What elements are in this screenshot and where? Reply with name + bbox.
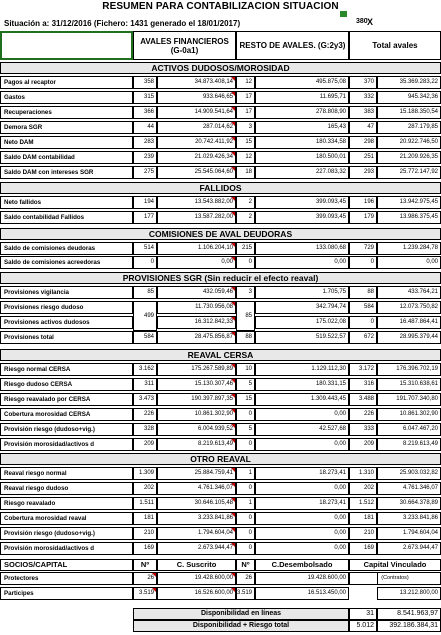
amount-cell[interactable]: 28.475.856,87 bbox=[157, 331, 236, 344]
amount-cell[interactable]: 16.312.842,33 bbox=[157, 316, 236, 329]
row-label: Saldo contabilidad Fallidos bbox=[0, 211, 133, 224]
table-row bbox=[0, 286, 441, 299]
amount-cell[interactable]: 191.707.340,80 bbox=[377, 393, 441, 406]
comment-marker-icon bbox=[231, 483, 235, 487]
amount-cell[interactable]: 0,00 bbox=[255, 542, 349, 555]
count-cell[interactable]: 3.473 bbox=[133, 393, 157, 406]
amount-cell[interactable]: 399.093,45 bbox=[255, 211, 349, 224]
count-cell[interactable]: 85 bbox=[133, 286, 157, 299]
count-cell[interactable]: 275 bbox=[133, 166, 157, 179]
amount-cell[interactable]: 1.705,75 bbox=[255, 286, 349, 299]
amount-cell[interactable]: 0,00 bbox=[255, 512, 349, 525]
amount-cell[interactable]: 3.233.841,86 bbox=[377, 512, 441, 525]
merged-count-cell[interactable]: 85 bbox=[236, 301, 255, 331]
table-row bbox=[0, 196, 441, 209]
count-cell[interactable]: 332 bbox=[349, 91, 377, 104]
amount-cell[interactable]: 0,00 bbox=[157, 256, 236, 269]
amount-cell[interactable]: 0,00 bbox=[377, 256, 441, 269]
count-cell[interactable]: 0 bbox=[236, 438, 255, 451]
comment-marker-icon bbox=[231, 379, 235, 383]
header-avales-financieros[interactable]: AVALES FINANCIEROS (G-0a1) bbox=[133, 31, 236, 60]
amount-cell[interactable]: 42.527,68 bbox=[255, 423, 349, 436]
section-otro-reaval: OTRO REAVAL bbox=[0, 453, 441, 465]
count-cell[interactable]: 3.162 bbox=[133, 363, 157, 376]
row-label: Provisión morosidad/activos d bbox=[0, 542, 133, 555]
row-label: Provisión riesgo (dudoso+vig.) bbox=[0, 423, 133, 436]
amount-cell[interactable]: 25.545.064,60 bbox=[157, 166, 236, 179]
amount-cell[interactable]: 25.772.147,92 bbox=[377, 166, 441, 179]
socios-capital-label: SOCIOS/CAPITAL bbox=[0, 559, 133, 571]
count-cell[interactable]: 3.172 bbox=[349, 363, 377, 376]
table-row bbox=[0, 408, 441, 421]
table-row bbox=[0, 211, 441, 224]
amount-cell[interactable]: 0,00 bbox=[255, 482, 349, 495]
count-cell[interactable]: 0 bbox=[236, 527, 255, 540]
amount-cell[interactable]: 287.179,85 bbox=[377, 121, 441, 134]
table-row bbox=[0, 482, 441, 495]
socios-vinculado-label: Capital Vinculado bbox=[349, 559, 441, 571]
amount-cell[interactable]: 175.267.589,89 bbox=[157, 363, 236, 376]
row-label: Neto fallidos bbox=[0, 196, 133, 209]
row-label: Neto DAM bbox=[0, 136, 133, 149]
count-cell[interactable]: 169 bbox=[349, 542, 377, 555]
amount-cell[interactable]: 0,00 bbox=[255, 408, 349, 421]
amount-cell[interactable]: 190.397.897,35 bbox=[157, 393, 236, 406]
amount-cell[interactable]: 18.273,41 bbox=[255, 467, 349, 480]
comment-marker-icon bbox=[231, 107, 235, 111]
section-activos-dudosos: ACTIVOS DUDOSOS/MOROSIDAD bbox=[0, 62, 441, 74]
amount-cell[interactable]: 19.428.600,00 bbox=[157, 572, 236, 585]
table-row bbox=[0, 363, 441, 376]
comment-marker-icon bbox=[231, 424, 235, 428]
count-cell[interactable]: 239 bbox=[133, 151, 157, 164]
count-cell[interactable]: 3.488 bbox=[349, 393, 377, 406]
amount-cell[interactable]: 10.861.302,90 bbox=[377, 408, 441, 421]
amount-cell[interactable]: 1.106.204,10 bbox=[157, 242, 236, 255]
amount-cell[interactable]: 15.310.638,61 bbox=[377, 378, 441, 391]
amount-cell[interactable]: 25.884.759,41 bbox=[157, 467, 236, 480]
count-cell[interactable]: 315 bbox=[133, 91, 157, 104]
amount-cell[interactable]: 13.986.375,45 bbox=[377, 211, 441, 224]
count-cell[interactable]: 18 bbox=[236, 166, 255, 179]
row-label: Recuperaciones bbox=[0, 106, 133, 119]
table-row bbox=[0, 512, 441, 525]
row-label: Riesgo reavalado por CERSA bbox=[0, 393, 133, 406]
count-cell[interactable]: 194 bbox=[133, 196, 157, 209]
comment-marker-icon bbox=[231, 287, 235, 291]
count-cell[interactable]: 0 bbox=[349, 256, 377, 269]
disponibilidad-total-count[interactable]: 5.012 bbox=[349, 620, 377, 632]
table-row bbox=[0, 91, 441, 104]
amount-cell[interactable]: 180.334,58 bbox=[255, 136, 349, 149]
section-provisiones: PROVISIONES SGR (Sin reducir el efecto reaval) bbox=[0, 272, 441, 284]
amount-cell[interactable]: 1.794.604,04 bbox=[377, 527, 441, 540]
count-cell[interactable]: 672 bbox=[349, 331, 377, 344]
table-row bbox=[0, 467, 441, 480]
comment-marker-icon bbox=[231, 394, 235, 398]
comment-marker-icon bbox=[231, 409, 235, 413]
row-label: Participes bbox=[0, 587, 133, 600]
row-label: Provisiones vigilancia bbox=[0, 286, 133, 299]
count-cell[interactable]: 179 bbox=[349, 211, 377, 224]
count-cell[interactable]: 3 bbox=[236, 121, 255, 134]
disponibilidad-total-value[interactable]: 392.186.384,31 bbox=[377, 620, 441, 632]
count-cell[interactable]: 514 bbox=[133, 242, 157, 255]
count-cell[interactable]: 210 bbox=[349, 527, 377, 540]
comment-marker-icon bbox=[231, 588, 235, 592]
row-label: Provisiones riesgo dudoso bbox=[0, 301, 133, 314]
count-cell[interactable]: 2 bbox=[236, 196, 255, 209]
table-row bbox=[0, 166, 441, 179]
count-cell[interactable]: 729 bbox=[349, 242, 377, 255]
count-cell[interactable]: 2 bbox=[236, 211, 255, 224]
count-cell[interactable]: 3.519 bbox=[133, 587, 157, 600]
count-cell[interactable]: 333 bbox=[349, 423, 377, 436]
row-label: Gastos bbox=[0, 91, 133, 104]
amount-cell[interactable]: 21.209.926,35 bbox=[377, 151, 441, 164]
count-cell[interactable]: 26 bbox=[133, 572, 157, 585]
count-cell[interactable]: 169 bbox=[133, 542, 157, 555]
count-cell[interactable]: 226 bbox=[349, 408, 377, 421]
count-cell[interactable]: 366 bbox=[133, 106, 157, 119]
table-row bbox=[0, 527, 441, 540]
amount-cell[interactable]: 15.130.307,46 bbox=[157, 378, 236, 391]
amount-cell[interactable]: 180.331,15 bbox=[255, 378, 349, 391]
row-label: Saldo de comisiones deudoras bbox=[0, 242, 133, 255]
table-row bbox=[0, 423, 441, 436]
comment-marker-icon bbox=[231, 364, 235, 368]
row-label: Provisiones total bbox=[0, 331, 133, 344]
header-total-avales[interactable]: Total avales bbox=[349, 31, 441, 60]
comment-marker-icon bbox=[231, 77, 235, 81]
amount-cell[interactable]: 35.369.283,22 bbox=[377, 76, 441, 89]
amount-cell[interactable]: 19.428.600,00 bbox=[255, 572, 349, 585]
count-cell[interactable]: 15 bbox=[236, 136, 255, 149]
amount-cell[interactable]: 16.487.864,41 bbox=[377, 316, 441, 329]
table-row bbox=[0, 301, 441, 314]
count-cell[interactable]: 1.309 bbox=[133, 467, 157, 480]
amount-cell[interactable]: 16.513.450,00 bbox=[255, 587, 349, 600]
amount-cell[interactable]: 0,00 bbox=[255, 527, 349, 540]
comment-marker-icon bbox=[231, 122, 235, 126]
row-label: Saldo de comisiones acreedoras bbox=[0, 256, 133, 269]
count-cell[interactable]: 283 bbox=[133, 136, 157, 149]
socios-nro2-label: Nº bbox=[236, 559, 255, 571]
amount-cell[interactable]: 2.673.944,47 bbox=[377, 542, 441, 555]
amount-cell[interactable]: 20.742.411,92 bbox=[157, 136, 236, 149]
amount-cell[interactable]: 399.093,45 bbox=[255, 196, 349, 209]
count-cell[interactable]: 88 bbox=[236, 331, 255, 344]
amount-cell[interactable]: 15.188.350,54 bbox=[377, 106, 441, 119]
count-cell[interactable]: 10 bbox=[236, 363, 255, 376]
amount-cell[interactable]: 13.543.882,00 bbox=[157, 196, 236, 209]
section-fallidos: FALLIDOS bbox=[0, 182, 441, 194]
amount-cell[interactable]: 1.239.284,78 bbox=[377, 242, 441, 255]
comment-marker-icon bbox=[231, 197, 235, 201]
socios-header-row bbox=[0, 559, 441, 571]
count-cell[interactable]: 17 bbox=[236, 91, 255, 104]
section-comisiones: COMISIONES DE AVAL DEUDORAS bbox=[0, 228, 441, 240]
count-cell[interactable]: 0 bbox=[236, 408, 255, 421]
amount-cell[interactable]: 2.673.944,47 bbox=[157, 542, 236, 555]
table-row bbox=[0, 393, 441, 406]
close-x-icon[interactable]: X bbox=[367, 17, 374, 27]
comment-marker-icon bbox=[231, 152, 235, 156]
comment-marker-icon bbox=[231, 92, 235, 96]
count-cell[interactable]: 0 bbox=[133, 256, 157, 269]
amount-cell[interactable]: 945.342,36 bbox=[377, 91, 441, 104]
comment-marker-icon bbox=[231, 137, 235, 141]
amount-cell[interactable]: 175.022,08 bbox=[255, 316, 349, 329]
amount-cell[interactable]: 25.903.032,82 bbox=[377, 467, 441, 480]
comment-marker-icon bbox=[231, 498, 235, 502]
count-cell[interactable]: 5 bbox=[236, 423, 255, 436]
disponibilidad-lineas-value[interactable]: 8.541.963,97 bbox=[377, 608, 441, 620]
table-row bbox=[0, 587, 441, 600]
row-label: Saldo DAM con intereses SGR bbox=[0, 166, 133, 179]
comment-marker-icon bbox=[231, 302, 235, 306]
count-cell[interactable]: 226 bbox=[133, 408, 157, 421]
amount-cell[interactable]: 432.059,46 bbox=[157, 286, 236, 299]
comment-marker-icon bbox=[231, 212, 235, 216]
count-cell[interactable]: 202 bbox=[133, 482, 157, 495]
amount-cell[interactable]: 8.219.613,49 bbox=[377, 438, 441, 451]
count-cell[interactable]: 293 bbox=[349, 166, 377, 179]
comment-marker-icon bbox=[231, 243, 235, 247]
amount-cell[interactable]: 20.922.746,50 bbox=[377, 136, 441, 149]
amount-cell[interactable]: 278.808,90 bbox=[255, 106, 349, 119]
amount-cell[interactable]: 6.047.467,20 bbox=[377, 423, 441, 436]
table-row bbox=[0, 542, 441, 555]
comment-marker-icon bbox=[231, 317, 235, 321]
count-cell[interactable]: 1 bbox=[236, 497, 255, 510]
amount-cell[interactable]: 1.309.443,45 bbox=[255, 393, 349, 406]
comment-marker-icon bbox=[152, 573, 156, 577]
amount-cell[interactable]: 21.029.426,34 bbox=[157, 151, 236, 164]
count-cell[interactable]: 383 bbox=[349, 106, 377, 119]
report-subtitle: Situación a: 31/12/2016 (Fichero: 1431 generado el 18/01/2017) bbox=[4, 19, 241, 28]
amount-cell[interactable]: 16.526.600,00 bbox=[157, 587, 236, 600]
table-row bbox=[0, 331, 441, 344]
table-row bbox=[0, 136, 441, 149]
merged-count-cell[interactable]: 499 bbox=[133, 301, 157, 331]
table-row bbox=[0, 151, 441, 164]
comment-marker-icon bbox=[231, 167, 235, 171]
count-cell[interactable]: 12 bbox=[236, 76, 255, 89]
row-label: Provisión riesgo (dudoso+vig.) bbox=[0, 527, 133, 540]
row-label: Reaval riesgo normal bbox=[0, 467, 133, 480]
row-label: Saldo DAM contabilidad bbox=[0, 151, 133, 164]
count-cell[interactable]: 181 bbox=[133, 512, 157, 525]
comment-marker-icon bbox=[231, 513, 235, 517]
comment-marker-icon bbox=[231, 332, 235, 336]
count-cell[interactable]: 88 bbox=[349, 286, 377, 299]
row-label: Demora SGR bbox=[0, 121, 133, 134]
socios-suscrito-label: C. Suscrito bbox=[157, 559, 236, 571]
comment-marker-icon bbox=[231, 528, 235, 532]
amount-cell[interactable]: 14.909.541,64 bbox=[157, 106, 236, 119]
row-label: Riesgo normal CERSA bbox=[0, 363, 133, 376]
comment-marker-icon bbox=[231, 439, 235, 443]
count-cell[interactable]: 0 bbox=[236, 482, 255, 495]
count-cell[interactable]: 584 bbox=[349, 301, 377, 314]
amount-cell[interactable]: 0,00 bbox=[255, 438, 349, 451]
count-cell[interactable]: 210 bbox=[133, 527, 157, 540]
count-cell[interactable]: 0 bbox=[236, 256, 255, 269]
count-cell[interactable]: 1.511 bbox=[133, 497, 157, 510]
green-flag-icon bbox=[340, 11, 347, 17]
comment-marker-icon bbox=[231, 573, 235, 577]
amount-cell[interactable]: 342.794,74 bbox=[255, 301, 349, 314]
count-cell[interactable]: 298 bbox=[349, 136, 377, 149]
row-label: Reaval riesgo dudoso bbox=[0, 482, 133, 495]
report-title: RESUMEN PARA CONTABILIZACION SITUACION bbox=[102, 1, 339, 12]
amount-cell[interactable]: 433.764,21 bbox=[377, 286, 441, 299]
row-label: Cobertura morosidad CERSA bbox=[0, 408, 133, 421]
count-cell[interactable]: 177 bbox=[133, 211, 157, 224]
count-cell[interactable]: 1.310 bbox=[349, 467, 377, 480]
count-cell[interactable]: 5 bbox=[236, 378, 255, 391]
amount-cell[interactable]: 1.129.112,30 bbox=[255, 363, 349, 376]
amount-cell[interactable]: 13.212.800,00 bbox=[377, 587, 441, 600]
table-row bbox=[0, 378, 441, 391]
table-row bbox=[0, 121, 441, 134]
comment-marker-icon bbox=[231, 257, 235, 261]
row-label: Provisiones activos dudosos bbox=[0, 316, 133, 329]
row-label: Pagos al recaptor bbox=[0, 76, 133, 89]
count-cell[interactable]: 316 bbox=[349, 378, 377, 391]
count-cell[interactable]: 209 bbox=[349, 438, 377, 451]
row-label: Protectores bbox=[0, 572, 133, 585]
amount-cell[interactable]: 18.273,41 bbox=[255, 497, 349, 510]
count-cell[interactable]: 0 bbox=[236, 542, 255, 555]
disponibilidad-lineas-label: Disponibilidad en líneas bbox=[133, 608, 349, 620]
row-label: Provisión morosidad/activos d bbox=[0, 438, 133, 451]
count-cell[interactable]: 1.512 bbox=[349, 497, 377, 510]
amount-cell[interactable]: 287.014,62 bbox=[157, 121, 236, 134]
amount-cell[interactable]: 519.522,57 bbox=[255, 331, 349, 344]
count-cell[interactable]: 202 bbox=[349, 482, 377, 495]
count-cell[interactable]: 251 bbox=[349, 151, 377, 164]
count-cell[interactable]: 1 bbox=[236, 467, 255, 480]
count-cell[interactable]: 12 bbox=[236, 151, 255, 164]
amount-cell[interactable]: 8.219.613,49 bbox=[157, 438, 236, 451]
count-cell[interactable]: 44 bbox=[133, 121, 157, 134]
count-cell[interactable]: 0 bbox=[236, 512, 255, 525]
amount-cell[interactable]: 495.875,08 bbox=[255, 76, 349, 89]
count-cell[interactable]: 358 bbox=[133, 76, 157, 89]
count-cell[interactable]: 17 bbox=[236, 106, 255, 119]
amount-cell[interactable]: 133.080,68 bbox=[255, 242, 349, 255]
amount-cell[interactable]: 11.695,71 bbox=[255, 91, 349, 104]
count-cell[interactable]: 209 bbox=[133, 438, 157, 451]
row-label: Riesgo reavalado bbox=[0, 497, 133, 510]
amount-cell[interactable]: 3.233.841,86 bbox=[157, 512, 236, 525]
amount-cell[interactable]: 1.794.604,04 bbox=[157, 527, 236, 540]
amount-cell[interactable]: 180.500,01 bbox=[255, 151, 349, 164]
count-cell[interactable]: 47 bbox=[349, 121, 377, 134]
amount-cell[interactable]: 13.587.282,00 bbox=[157, 211, 236, 224]
disponibilidad-total-label: Disponibilidad + Riesgo total bbox=[133, 620, 349, 632]
table-row bbox=[0, 256, 441, 269]
amount-cell[interactable]: 933.646,65 bbox=[157, 91, 236, 104]
amount-cell[interactable]: 34.873.408,14 bbox=[157, 76, 236, 89]
table-row bbox=[0, 242, 441, 255]
amount-cell[interactable]: 165,43 bbox=[255, 121, 349, 134]
amount-cell[interactable]: 30.664.378,89 bbox=[377, 497, 441, 510]
amount-cell[interactable]: 28.995.379,44 bbox=[377, 331, 441, 344]
count-cell[interactable]: 3 bbox=[236, 286, 255, 299]
disponibilidad-lineas-count[interactable]: 31 bbox=[349, 608, 377, 620]
table-row bbox=[0, 106, 441, 119]
amount-cell[interactable]: 4.761.346,07 bbox=[157, 482, 236, 495]
amount-cell[interactable]: 227.083,32 bbox=[255, 166, 349, 179]
table-row bbox=[0, 497, 441, 510]
section-reaval-cersa: REAVAL CERSA bbox=[0, 349, 441, 361]
count-cell[interactable]: 196 bbox=[349, 196, 377, 209]
table-row bbox=[0, 438, 441, 451]
amount-cell[interactable]: 10.861.302,90 bbox=[157, 408, 236, 421]
count-cell[interactable]: 311 bbox=[133, 378, 157, 391]
table-row bbox=[0, 76, 441, 89]
table-row bbox=[0, 316, 441, 329]
amount-cell[interactable]: 13.942.975,45 bbox=[377, 196, 441, 209]
count-cell[interactable]: 15 bbox=[236, 393, 255, 406]
count-cell[interactable]: 181 bbox=[349, 512, 377, 525]
count-cell[interactable]: 0 bbox=[349, 316, 377, 329]
amount-cell[interactable]: 12.073.750,82 bbox=[377, 301, 441, 314]
count-cell[interactable]: 584 bbox=[133, 331, 157, 344]
count-cell[interactable]: 215 bbox=[236, 242, 255, 255]
count-cell[interactable]: 26 bbox=[236, 572, 255, 585]
amount-cell[interactable]: 11.730.956,08 bbox=[157, 301, 236, 314]
amount-cell[interactable]: 30.646.105,48 bbox=[157, 497, 236, 510]
amount-cell[interactable]: 4.761.346,07 bbox=[377, 482, 441, 495]
count-cell[interactable]: 328 bbox=[133, 423, 157, 436]
amount-cell[interactable]: 176.396.702,19 bbox=[377, 363, 441, 376]
row-label: Cobertura morosidad reaval bbox=[0, 512, 133, 525]
socios-desembolsado-label: C.Desembolsado bbox=[255, 559, 349, 571]
comment-marker-icon bbox=[231, 468, 235, 472]
contratos-note: (Contratos) bbox=[349, 572, 441, 585]
amount-cell[interactable]: 0,00 bbox=[255, 256, 349, 269]
header-resto-avales[interactable]: RESTO DE AVALES. (G:2y3) bbox=[236, 31, 349, 60]
selected-cell[interactable] bbox=[0, 31, 133, 60]
column-header-row bbox=[0, 31, 441, 60]
row-label: Riesgo dudoso CERSA bbox=[0, 378, 133, 391]
amount-cell[interactable]: 6.004.939,52 bbox=[157, 423, 236, 436]
count-cell[interactable]: 370 bbox=[349, 76, 377, 89]
comment-marker-icon bbox=[152, 588, 156, 592]
comment-marker-icon bbox=[231, 543, 235, 547]
corner-code: 380 bbox=[356, 18, 368, 25]
count-cell[interactable]: 3.519 bbox=[236, 587, 255, 600]
socios-nro1-label: Nº bbox=[133, 559, 157, 571]
